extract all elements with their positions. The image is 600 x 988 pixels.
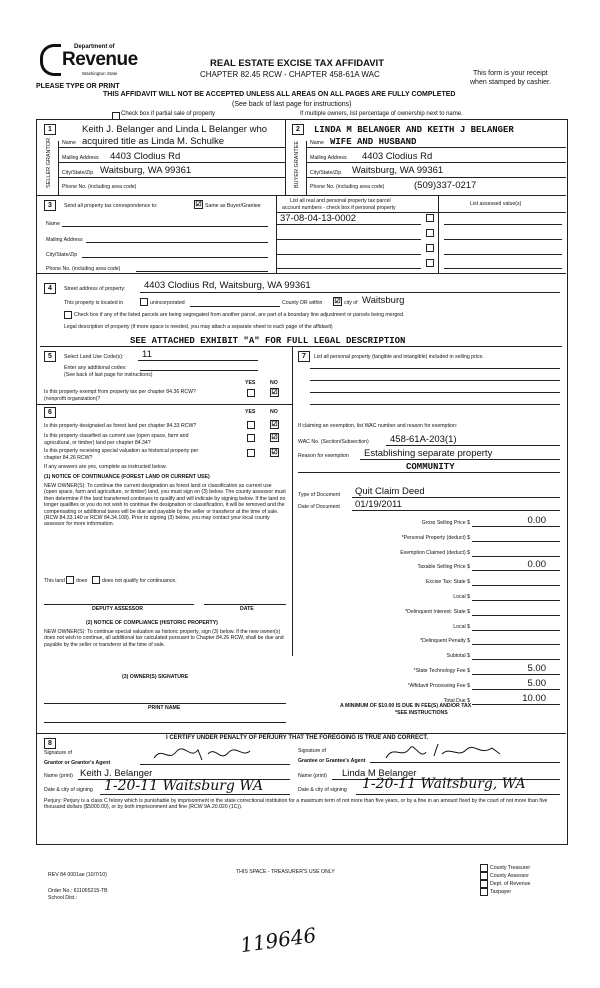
land-use-label: Select Land Use Code(s): xyxy=(64,354,124,360)
exempt-no-checkbox[interactable]: ☑ xyxy=(271,389,278,396)
if-any-yes: If any answers are yes, complete as instructed below. xyxy=(44,464,167,470)
tax-row-value: 0.00 xyxy=(527,559,546,571)
street-address: 4403 Clodius Rd, Waitsburg, WA 99361 xyxy=(144,280,311,291)
exempt-yes-checkbox[interactable] xyxy=(247,389,255,397)
correspondence-label: Send all property tax correspondence to: xyxy=(64,203,158,209)
see-instructions-note: *SEE INSTRUCTIONS xyxy=(395,710,448,716)
form-chapter: CHAPTER 82.45 RCW - CHAPTER 458-61A WAC xyxy=(200,70,380,79)
section-8-number: 8 xyxy=(44,738,56,749)
notice2-body: NEW OWNER(S): To continue special valuation as historic property, sign (3) below. If the new owner(s) does not wish to continue, all additional tax calculated pursuant to Chapter 84.26 RCW, shall be due and payable by the seller or transferor at the time of sale. xyxy=(44,629,284,648)
forest-no-checkbox[interactable]: ☑ xyxy=(271,421,278,428)
buyer-mailing: 4403 Clodius Rd xyxy=(362,151,433,162)
s6-yes-header: YES xyxy=(245,409,256,415)
copy-dor-label: Dept. of Revenue xyxy=(490,881,531,887)
grantor-sig-of: Signature of xyxy=(44,750,72,756)
copy-dor-checkbox[interactable] xyxy=(480,880,488,888)
doc-date-label: Date of Document xyxy=(298,504,340,510)
county-or-label: County OR within xyxy=(282,300,323,306)
section-3-number: 3 xyxy=(44,200,56,211)
street-label: Street address of property: xyxy=(64,286,126,292)
grantor-signature-scribble xyxy=(150,744,260,764)
tax-row-line xyxy=(472,674,560,675)
tax-row-line xyxy=(472,526,560,527)
located-in-label: This property is located in xyxy=(64,300,124,306)
copy-taxpayer-checkbox[interactable] xyxy=(480,888,488,896)
tax-row-line xyxy=(472,615,560,616)
notice1-title: (1) NOTICE OF CONTINUANCE (FOREST LAND OR CURRENT USE) xyxy=(44,474,210,480)
seller-name-line1: Keith J. Belanger and Linda L Belanger who xyxy=(82,124,268,135)
copy-treasurer-label: County Treasurer xyxy=(490,865,531,871)
historic-question-2: chapter 84.26 RCW? xyxy=(44,455,93,461)
buyer-city-label: City/State/Zip xyxy=(310,170,342,176)
grantee-date-city: 1-20-11 Waitsburg, WA xyxy=(362,776,526,792)
tax-row-line xyxy=(472,659,560,660)
this-land-label: This land xyxy=(44,578,66,584)
grantor-name-label: Name (print) xyxy=(44,773,73,779)
section-6-number: 6 xyxy=(44,407,56,418)
grantor-name: Keith J. Belanger xyxy=(80,768,153,779)
tax-row-label: Exemption Claimed (deduct) $ xyxy=(400,549,470,556)
same-as-buyer-label: Same as Buyer/Grantee xyxy=(205,203,261,209)
parcel-header-1: List all real and personal property tax parcel xyxy=(290,198,391,204)
city-of-checkbox[interactable]: ☑ xyxy=(334,298,341,305)
parcel-4-checkbox[interactable] xyxy=(426,259,434,267)
section-2-number: 2 xyxy=(292,124,304,135)
current-use-question-1: Is this property classified as current use (open space, farm and xyxy=(44,433,189,439)
seller-phone-label: Phone No. (including area code) xyxy=(62,184,137,190)
assessed-header: List assessed value(s) xyxy=(470,201,522,207)
seller-name-line2: acquired title as Linda M. Schulke xyxy=(82,136,225,147)
grantee-name: Linda M Belanger xyxy=(342,768,417,779)
logo-name: Revenue xyxy=(62,49,138,70)
tax-row-line xyxy=(472,704,560,705)
segregated-label: Check box if any of the listed parcels are being segregated from another parcel, are part of a boundary line adjustment or parcels being merged. xyxy=(74,312,405,318)
rev-number: REV 84 0001ae (10/7/10) xyxy=(48,872,107,878)
logo-dept: Department of xyxy=(74,44,115,50)
tax-row-value: 5.00 xyxy=(527,663,546,674)
notice2-title: (2) NOTICE OF COMPLIANCE (HISTORIC PROPERTY) xyxy=(86,620,218,626)
tax-row-label: *Affidavit Processing Fee $ xyxy=(407,682,470,689)
handwritten-number: 119646 xyxy=(238,922,318,958)
exempt-question-2: (nonprofit organization)? xyxy=(44,396,101,402)
grantor-signature xyxy=(150,744,260,764)
current-use-no-checkbox[interactable]: ☑ xyxy=(271,434,278,441)
city-of-label: city of xyxy=(344,300,358,306)
tax-row-label: *Personal Property (deduct) $ xyxy=(401,534,470,541)
buyer-city: Waitsburg, WA 99361 xyxy=(352,165,444,176)
warning-text: THIS AFFIDAVIT WILL NOT BE ACCEPTED UNLESS ALL AREAS ON ALL PAGES ARE FULLY COMPLETED xyxy=(103,91,456,98)
parcel-1-checkbox[interactable] xyxy=(426,214,434,222)
grantee-signature xyxy=(380,740,510,764)
tax-row-label: Total Due $ xyxy=(443,697,470,704)
please-print: PLEASE TYPE OR PRINT xyxy=(36,83,120,90)
logo-swirl-icon xyxy=(40,44,61,76)
same-as-buyer-checkbox[interactable]: ☑ xyxy=(195,201,202,208)
historic-no-checkbox[interactable]: ☑ xyxy=(271,449,278,456)
buyer-phone-label: Phone No. (including area code) xyxy=(310,184,385,190)
grantor-agent-label: Grantor or Grantor's Agent xyxy=(44,760,111,766)
historic-yes-checkbox[interactable] xyxy=(247,449,255,457)
grantor-date-city-label: Date & city of signing xyxy=(44,787,93,793)
additional-codes-2: (See back of last page for instructions) xyxy=(64,372,153,378)
seller-city-label: City/State/Zip xyxy=(62,170,94,176)
tax-row-label: Excise Tax: State $ xyxy=(425,579,470,586)
copy-treasurer-checkbox[interactable] xyxy=(480,864,488,872)
s3-phone-label: Phone No. (including area code) xyxy=(46,266,121,272)
grantee-signature-scribble xyxy=(380,740,510,764)
notice1-body: NEW OWNER(S): To continue the current designation as forest land or classification as current use (open space, farm and agriculture, or timber) land, you must sign on (3) below. The county assessor must then determine if the land transferred continues to qualify and will indicate by signing below. If the land no longer qualifies or you do not wish to continue the designation or classification, it will be removed and the compensating or additional taxes will be due and payable by the seller or transferor at the time of sale. (RCW 84.33.140 or RCW 84.34.108). Prior to signing (3) below, you may contact your local county assessor for more information. xyxy=(44,483,286,528)
buyer-mailing-label: Mailing Address xyxy=(310,155,347,161)
does-label: does xyxy=(76,578,88,584)
s3-city-label: City/State/Zip xyxy=(46,252,78,258)
additional-codes-1: Enter any additional codes: xyxy=(64,365,127,371)
does-not-label: does not qualify for continuance. xyxy=(102,578,177,584)
copy-taxpayer-label: Taxpayer xyxy=(490,889,512,895)
section-7-number: 7 xyxy=(298,351,310,362)
see-back-note: (See back of last page for instructions) xyxy=(232,101,352,108)
owner-signature-label: (3) OWNER(S) SIGNATURE xyxy=(122,674,189,680)
grantee-agent-label: Grantee or Grantee's Agent xyxy=(298,758,366,764)
tax-row-label: *Delinquent Penalty $ xyxy=(420,638,470,645)
buyer-name-line1: LINDA M BELANGER AND KEITH J BELANGER xyxy=(314,125,514,135)
wac-number: 458-61A-203(1) xyxy=(390,434,457,445)
tax-row-label: *Delinquent Interest: State $ xyxy=(405,608,470,615)
tax-row-line xyxy=(472,630,560,631)
buyer-side-label: BUYER GRANTEE xyxy=(294,140,300,188)
form-title: REAL ESTATE EXCISE TAX AFFIDAVIT xyxy=(210,58,385,69)
current-use-yes-checkbox[interactable] xyxy=(247,434,255,442)
order-number: Order No.: 611065215-TB xyxy=(48,888,108,894)
personal-property-label: List all personal property (tangible and intangible) included in selling price. xyxy=(314,354,484,360)
tax-row-line xyxy=(472,570,560,571)
tax-row-line xyxy=(472,644,560,645)
doc-type-label: Type of Document xyxy=(298,492,341,498)
legal-label: Legal description of property (if more space is needed, you may attach a separate sheet to each page of the affidavit) xyxy=(64,324,333,330)
section-1-number: 1 xyxy=(44,124,56,135)
reason-line1: Establishing separate property xyxy=(364,448,493,459)
parcel-3-checkbox[interactable] xyxy=(426,244,434,252)
buyer-phone: (509)337-0217 xyxy=(414,180,477,191)
tax-row-label: Local $ xyxy=(453,623,470,630)
land-use-code: 11 xyxy=(142,349,152,360)
seller-city: Waitsburg, WA 99361 xyxy=(100,165,192,176)
doc-type: Quit Claim Deed xyxy=(355,486,425,497)
certify-statement: I CERTIFY UNDER PENALTY OF PERJURY THAT THE FOREGOING IS TRUE AND CORRECT. xyxy=(166,735,429,741)
forest-yes-checkbox[interactable] xyxy=(247,421,255,429)
s5-no-header: NO xyxy=(270,380,278,386)
current-use-question-2: agricultural, or timber) land per chapter 84.34? xyxy=(44,440,151,446)
treasurer-space: THIS SPACE - TREASURER'S USE ONLY xyxy=(236,869,335,875)
doc-date: 01/19/2011 xyxy=(355,499,402,510)
segregated-checkbox[interactable] xyxy=(64,311,72,319)
seller-name-label: Name xyxy=(62,140,76,146)
forest-question: Is this property designated as forest land per chapter 84.33 RCW? xyxy=(44,423,197,429)
tax-row-line xyxy=(472,541,560,542)
tax-row-label: Taxable Selling Price $ xyxy=(417,564,470,571)
grantor-date-city: 1-20-11 Waitsburg WA xyxy=(104,778,264,794)
exempt-question-1: Is this property exempt from property tax per chapter 84.36 RCW? xyxy=(44,389,196,395)
grantee-sig-of: Signature of xyxy=(298,748,326,754)
deputy-date-label: DATE xyxy=(240,606,254,612)
minimum-due-note: A MINIMUM OF $10.00 IS DUE IN FEE(S) AND/OR TAX xyxy=(340,703,472,709)
tax-row-label: Local $ xyxy=(453,594,470,600)
tax-row-line xyxy=(472,689,560,690)
reason-line2: COMMUNITY xyxy=(406,462,455,472)
tax-row-label: Gross Selling Price $ xyxy=(421,520,470,526)
unincorporated-label: unincorporated xyxy=(150,300,185,306)
buyer-name-label: Name xyxy=(310,140,324,146)
tax-row-value: 0.00 xyxy=(527,515,546,526)
exemption-claim-label: If claiming an exemption, list WAC number and reason for exemption: xyxy=(298,423,458,429)
logo-state: Washington State xyxy=(82,71,118,76)
section-5-number: 5 xyxy=(44,351,56,362)
parcel-number: 37-08-04-13-0002 xyxy=(280,213,357,224)
deputy-assessor-label: DEPUTY ASSESSOR xyxy=(92,606,144,612)
tax-row-label: Subtotal $ xyxy=(446,653,470,660)
grantee-date-city-label: Date & city of signing xyxy=(298,787,347,793)
wac-label: WAC No. (Section/Subsection) xyxy=(298,439,369,445)
historic-question-1: Is this property receiving special valuation as historical property per xyxy=(44,448,199,454)
print-name-label: PRINT NAME xyxy=(148,705,181,711)
property-city: Waitsburg xyxy=(362,295,405,306)
school-district: School Dist.: xyxy=(48,895,78,901)
dor-logo xyxy=(40,42,138,78)
partial-sale-label: Check box if partial sale of property xyxy=(121,111,216,117)
multiple-owners-note: If multiple owners, list percentage of ownership next to name. xyxy=(300,111,463,117)
parcel-2-checkbox[interactable] xyxy=(426,229,434,237)
grantee-name-label: Name (print) xyxy=(298,773,327,779)
s3-name-label: Name xyxy=(46,221,60,227)
buyer-name-line2: WIFE AND HUSBAND xyxy=(330,137,417,147)
parcel-header-2: account numbers - check box if personal property xyxy=(282,205,396,211)
seller-mailing: 4403 Clodius Rd xyxy=(110,151,181,162)
reason-label: Reason for exemption xyxy=(298,453,349,459)
tax-row-label: *State Technology Fee $ xyxy=(413,668,470,674)
perjury-statement: Perjury: Perjury is a class C felony which is punishable by imprisonment in the state correctional institution for a maximum term of not more than five years, or by a fine in an amount fixed by the court of not more than five thousand dollars ($5000.00), or by both imprisonment and fine (RCW 9A.20.020 (1C)). xyxy=(44,798,548,811)
tax-row-line xyxy=(472,556,560,557)
legal-description: SEE ATTACHED EXHIBIT "A" FOR FULL LEGAL DESCRIPTION xyxy=(130,336,406,346)
tax-row-line xyxy=(472,585,560,586)
section-4-number: 4 xyxy=(44,283,56,294)
copy-assessor-checkbox[interactable] xyxy=(480,872,488,880)
receipt-note-1: This form is your receipt xyxy=(473,70,548,77)
tax-row-value: 5.00 xyxy=(527,677,546,689)
seller-side-label: SELLER GRANTOR xyxy=(46,137,52,188)
s3-mailing-label: Mailing Address xyxy=(46,237,83,243)
copy-assessor-label: County Assessor xyxy=(490,873,529,879)
s6-no-header: NO xyxy=(270,409,278,415)
unincorporated-checkbox[interactable] xyxy=(140,298,148,306)
receipt-note-2: when stamped by cashier. xyxy=(470,79,551,86)
seller-mailing-label: Mailing Address xyxy=(62,155,99,161)
s5-yes-header: YES xyxy=(245,380,256,386)
tax-row-value: 10.00 xyxy=(522,692,546,704)
tax-row-line xyxy=(472,600,560,601)
